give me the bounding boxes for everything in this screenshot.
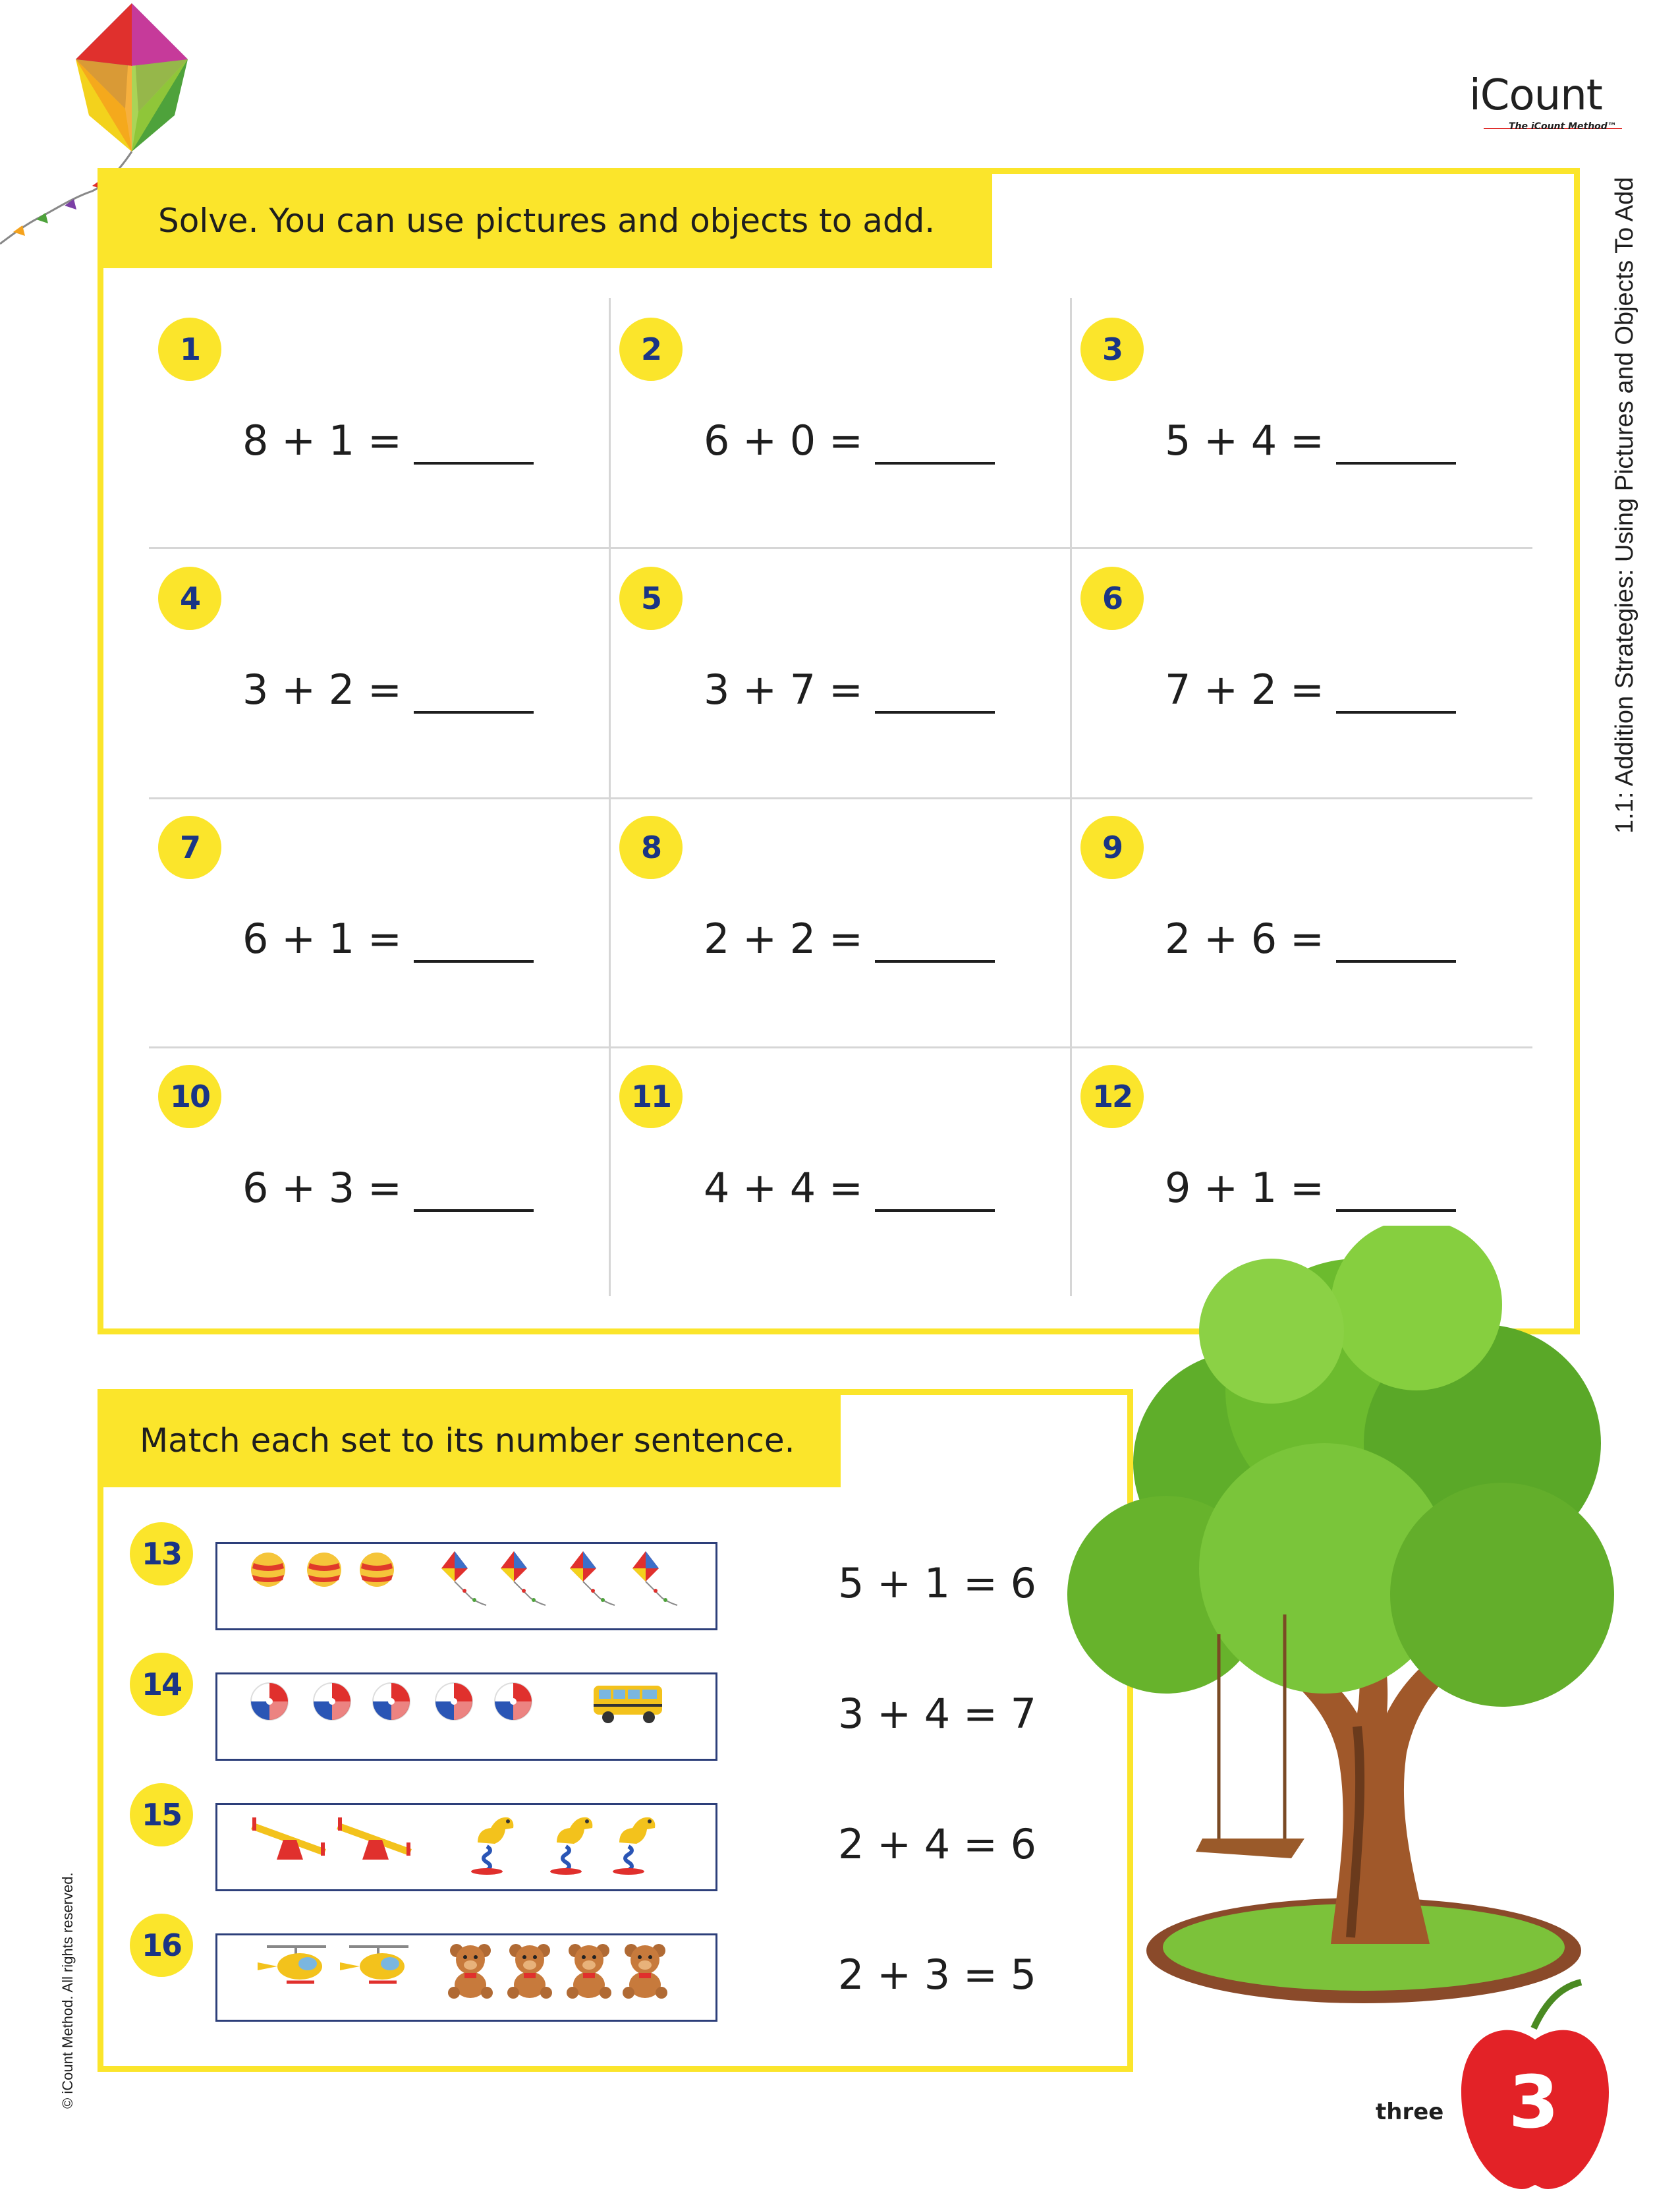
helicopter-icon [336,1940,422,1995]
ball-icon [247,1549,289,1593]
problem-number-badge: 1 [158,318,221,381]
problem-expression: 4 + 4 = [704,1164,863,1212]
set-number-badge: 16 [130,1914,193,1977]
addition-problem [704,1164,995,1212]
number-sentence[interactable]: 3 + 4 = 7 [838,1690,1037,1738]
problem-expression: 8 + 1 = [242,416,402,465]
kite-icon [563,1549,616,1611]
answer-blank[interactable] [875,425,995,465]
problem-expression: 3 + 2 = [242,666,402,714]
set-number-badge: 14 [130,1653,193,1716]
addition-problem [242,416,534,465]
problem-expression: 2 + 2 = [704,915,863,963]
answer-blank[interactable] [414,674,534,714]
kite-icon [626,1549,679,1611]
match-instruction: Match each set to its number sentence. [98,1394,841,1487]
teddy-bear-icon [504,1940,555,2002]
addition-problem [1165,666,1456,714]
seesaw-icon [333,1810,418,1865]
answer-blank[interactable] [1336,425,1456,465]
problem-expression: 2 + 6 = [1165,915,1324,963]
ball-icon [356,1549,398,1593]
answer-blank[interactable] [875,674,995,714]
seesaw-icon [247,1810,333,1865]
addition-problem [1165,416,1456,465]
page-number: 3 [1508,2060,1559,2144]
spring-horse-icon [464,1810,524,1878]
problem-number-badge: 10 [158,1065,221,1128]
kite-icon [435,1549,488,1611]
lesson-title: 1.1: Addition Strategies: Using Pictures and Objects To Add [1611,177,1638,834]
kite-icon [494,1549,547,1611]
beach-ball-icon [247,1679,292,1726]
teddy-bear-icon [563,1940,615,2002]
problem-number-badge: 11 [619,1065,683,1128]
addition-problem [1165,915,1456,963]
answer-blank[interactable] [1336,674,1456,714]
problem-number-badge: 5 [619,567,683,630]
addition-problem [242,666,534,714]
school-bus-icon [590,1679,669,1728]
tree-illustration [1048,1226,1640,2016]
page-number-word: three [1376,2099,1444,2125]
number-sentence[interactable]: 2 + 4 = 6 [838,1820,1037,1868]
problem-number-badge: 7 [158,816,221,879]
problem-number-badge: 3 [1080,318,1144,381]
solve-section [98,168,1580,1334]
problem-number-badge: 4 [158,567,221,630]
spring-horse-icon [544,1810,603,1878]
answer-blank[interactable] [875,923,995,963]
addition-problem [704,416,995,465]
problem-expression: 6 + 0 = [704,416,863,465]
answer-blank[interactable] [414,1172,534,1212]
helicopter-icon [254,1940,339,1995]
grid-divider [149,797,1532,799]
grid-divider [149,547,1532,549]
problem-expression: 3 + 7 = [704,666,863,714]
addition-problem [1165,1164,1456,1212]
problem-number-badge: 9 [1080,816,1144,879]
answer-blank[interactable] [414,425,534,465]
answer-blank[interactable] [1336,923,1456,963]
problem-number-badge: 8 [619,816,683,879]
spring-horse-icon [606,1810,665,1878]
brand-tagline: The iCount Method™ [1509,121,1617,132]
beach-ball-icon [369,1679,414,1726]
teddy-bear-icon [445,1940,496,2002]
problem-expression: 7 + 2 = [1165,666,1324,714]
copyright-notice: © iCount Method. All rights reserved. [59,1872,76,2109]
problem-number-badge: 2 [619,318,683,381]
set-number-badge: 15 [130,1783,193,1846]
ball-icon [303,1549,345,1593]
problem-expression: 9 + 1 = [1165,1164,1324,1212]
problem-expression: 5 + 4 = [1165,416,1324,465]
beach-ball-icon [432,1679,476,1726]
solve-instruction: Solve. You can use pictures and objects to add. [98,173,992,268]
brand-logo [1469,71,1617,132]
answer-blank[interactable] [1336,1172,1456,1212]
brand-name: iCount [1469,71,1602,120]
set-number-badge: 13 [130,1522,193,1585]
number-sentence[interactable]: 2 + 3 = 5 [838,1951,1037,1999]
problem-number-badge: 6 [1080,567,1144,630]
teddy-bear-icon [619,1940,671,2002]
grid-divider [149,1046,1532,1048]
beach-ball-icon [310,1679,354,1726]
addition-problem [704,915,995,963]
addition-problem [242,915,534,963]
problem-number-badge: 12 [1080,1065,1144,1128]
answer-blank[interactable] [875,1172,995,1212]
beach-ball-icon [491,1679,536,1726]
answer-blank[interactable] [414,923,534,963]
addition-problem [704,666,995,714]
number-sentence[interactable]: 5 + 1 = 6 [838,1559,1037,1607]
problem-expression: 6 + 1 = [242,915,402,963]
addition-problem [242,1164,534,1212]
problem-expression: 6 + 3 = [242,1164,402,1212]
